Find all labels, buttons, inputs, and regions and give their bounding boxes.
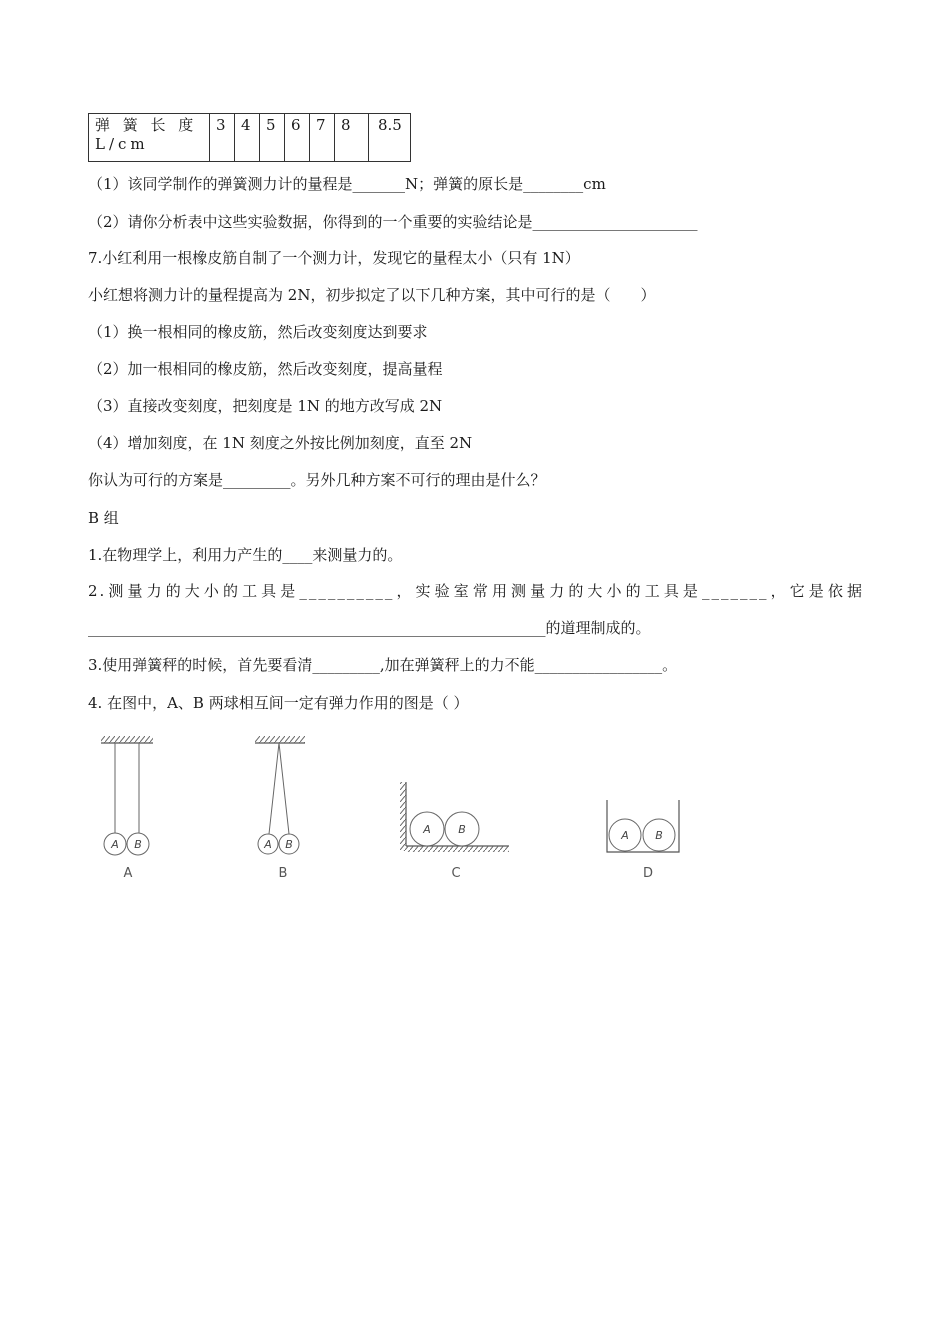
ceiling-hatch <box>255 736 305 743</box>
caption-b: B <box>278 866 288 881</box>
table-row <box>89 114 411 162</box>
table-header-cell: 弹 簧 长 度 L/cm <box>89 114 210 162</box>
caption-d: D <box>642 866 654 881</box>
table-cell: 4 <box>235 114 260 162</box>
ball-b-label: B <box>285 838 293 851</box>
string <box>279 743 289 834</box>
spring-length-table <box>88 113 411 162</box>
table-cell: 7 <box>310 114 335 162</box>
ball-a-label: A <box>423 823 431 836</box>
question-6-part-2: （2）请你分析表中这些实验数据，你得到的一个重要的实验结论是______________________ <box>88 213 698 231</box>
caption-a: A <box>123 866 133 881</box>
ball-a-label: A <box>111 838 119 851</box>
ball-b-label: B <box>134 838 142 851</box>
question-7-option-2: （2）加一根相同的橡皮筋，然后改变刻度，提高量程 <box>88 360 443 378</box>
group-b-heading: B 组 <box>88 509 119 527</box>
floor-hatch <box>406 846 509 852</box>
table-cell: 3 <box>210 114 235 162</box>
group-b-question-3: 3.使用弹簧秤的时候，首先要看清_________,加在弹簧秤上的力不能_________________。 <box>88 656 678 674</box>
figure-b <box>255 736 305 881</box>
table-cell: 6 <box>285 114 310 162</box>
table-cell: 8.5 <box>369 114 411 162</box>
figure-c <box>400 782 509 881</box>
figure-a <box>101 736 153 881</box>
question-7-option-1: （1）换一根相同的橡皮筋，然后改变刻度达到要求 <box>88 323 428 341</box>
ceiling-hatch <box>101 736 153 743</box>
question-7-option-3: （3）直接改变刻度，把刻度是 1N 的地方改写成 2N <box>88 397 443 415</box>
question-7-option-4: （4）增加刻度，在 1N 刻度之外按比例加刻度，直至 2N <box>88 434 473 452</box>
ball-a-label: A <box>621 829 629 842</box>
group-b-question-2-line-1: 2.测量力的大小的工具是__________，实验室常用测量力的大小的工具是_______，它是依据 <box>88 582 864 600</box>
question-7-intro: 小红想将测力计的量程提高为 2N，初步拟定了以下几种方案，其中可行的是（ ） <box>88 286 656 304</box>
table-cell: 5 <box>260 114 285 162</box>
ball-a-label: A <box>264 838 272 851</box>
question-7-title: 7.小红利用一根橡皮筋自制了一个测力计，发现它的量程太小（只有 1N） <box>88 249 580 267</box>
figure-d <box>607 800 679 881</box>
group-b-question-1: 1.在物理学上，利用力产生的____来测量力的。 <box>88 546 403 564</box>
ball-figures <box>95 730 695 890</box>
question-6-part-1: （1）该同学制作的弹簧测力计的量程是_______N；弹簧的原长是________cm <box>88 175 606 193</box>
question-7-ask: 你认为可行的方案是_________。另外几种方案不可行的理由是什么？ <box>88 471 546 489</box>
wall-hatch <box>400 782 406 851</box>
ball-b-label: B <box>655 829 663 842</box>
caption-c: C <box>451 866 461 881</box>
ball-b-label: B <box>458 823 466 836</box>
string <box>269 743 279 834</box>
group-b-question-2-line-2: _____________________________________________________________的道理制成的。 <box>88 619 651 637</box>
group-b-question-4: 4. 在图中，A、B 两球相互间一定有弹力作用的图是（ ） <box>88 694 469 712</box>
table-cell: 8 <box>335 114 369 162</box>
